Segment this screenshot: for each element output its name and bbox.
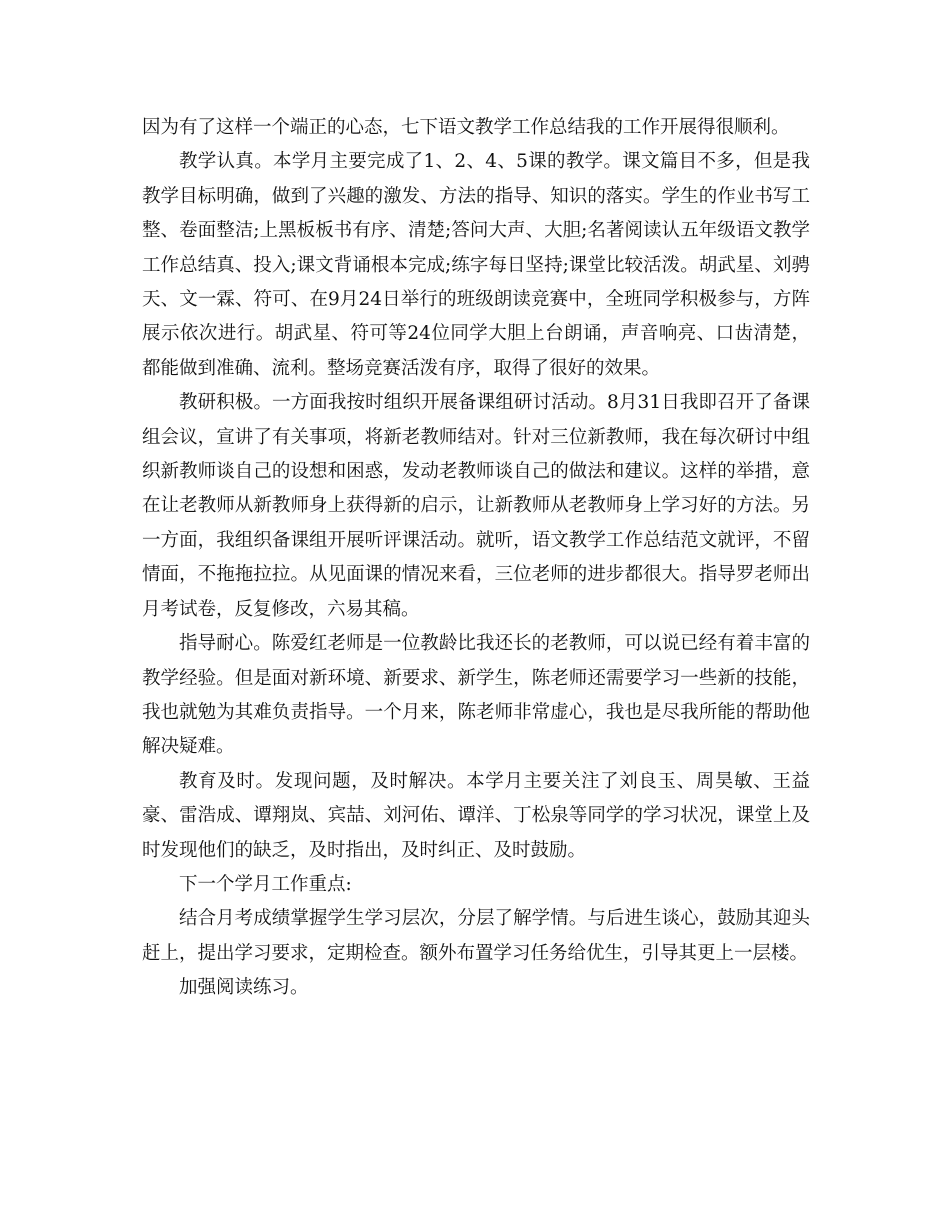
paragraph-guidance: 指导耐心。陈爱红老师是一位教龄比我还长的老教师，可以说已经有着丰富的教学经验。但是面对新环境、新要求、新学生，陈老师还需要学习一些新的技能，我也就勉为其难负责指导。一个月来，陈老师非常虚心，我也是尽我所能的帮助他解决疑难。 xyxy=(142,633,810,758)
paragraph-next-focus-detail: 结合月考成绩掌握学生学习层次，分层了解学情。与后进生谈心，鼓励其迎头赶上，提出学习要求，定期检查。额外布置学习任务给优生，引导其更上一层楼。 xyxy=(142,908,810,964)
paragraph-teaching: 教学认真。本学月主要完成了1、2、4、5课的教学。课文篇目不多，但是我教学目标明确，做到了兴趣的激发、方法的指导、知识的落实。学生的作业书写工整、卷面整洁;上黑板板书有序、清楚;答问大声、大胆;名著阅读认五年级语文教学工作总结真、投入;课文背诵根本完成;练字每日坚持;课堂比较活泼。胡武星、刘骋天、文一霖、符可、在9月24日举行的班级朗读竞赛中，全班同学积极参与，方阵展示依次进行。胡武星、符可等24位同学大胆上台朗诵，声音响亮、口齿清楚，都能做到准确、流利。整场竞赛活泼有序，取得了很好的效果。 xyxy=(142,151,810,379)
paragraph-next-focus-heading: 下一个学月工作重点: xyxy=(179,873,352,895)
paragraph-continuation: 因为有了这样一个端正的心态，七下语文教学工作总结我的工作开展得很顺利。 xyxy=(142,117,790,138)
document-body xyxy=(142,111,810,1006)
paragraph-education: 教育及时。发现问题，及时解决。本学月主要关注了刘良玉、周昊敏、王益豪、雷浩成、谭翔岚、宾喆、刘河佑、谭洋、丁松泉等同学的学习状况，课堂上及时发现他们的缺乏，及时指出，及时纠正、及时鼓励。 xyxy=(142,770,810,861)
paragraph-research: 教研积极。一方面我按时组织开展备课组研讨活动。8月31日我即召开了备课组会议，宣讲了有关事项，将新老教师结对。针对三位新教师，我在每次研讨中组织新教师谈自己的设想和困惑，发动老教师谈自己的做法和建议。这样的举措，意在让老教师从新教师身上获得新的启示，让新教师从老教师身上学习好的方法。另一方面，我组织备课组开展听评课活动。就听，语文教学工作总结范文就评，不留情面，不拖拖拉拉。从见面课的情况来看，三位老师的进步都很大。指导罗老师出月考试卷，反复修改，六易其稿。 xyxy=(142,392,810,620)
paragraph-reading-practice: 加强阅读练习。 xyxy=(179,977,309,999)
